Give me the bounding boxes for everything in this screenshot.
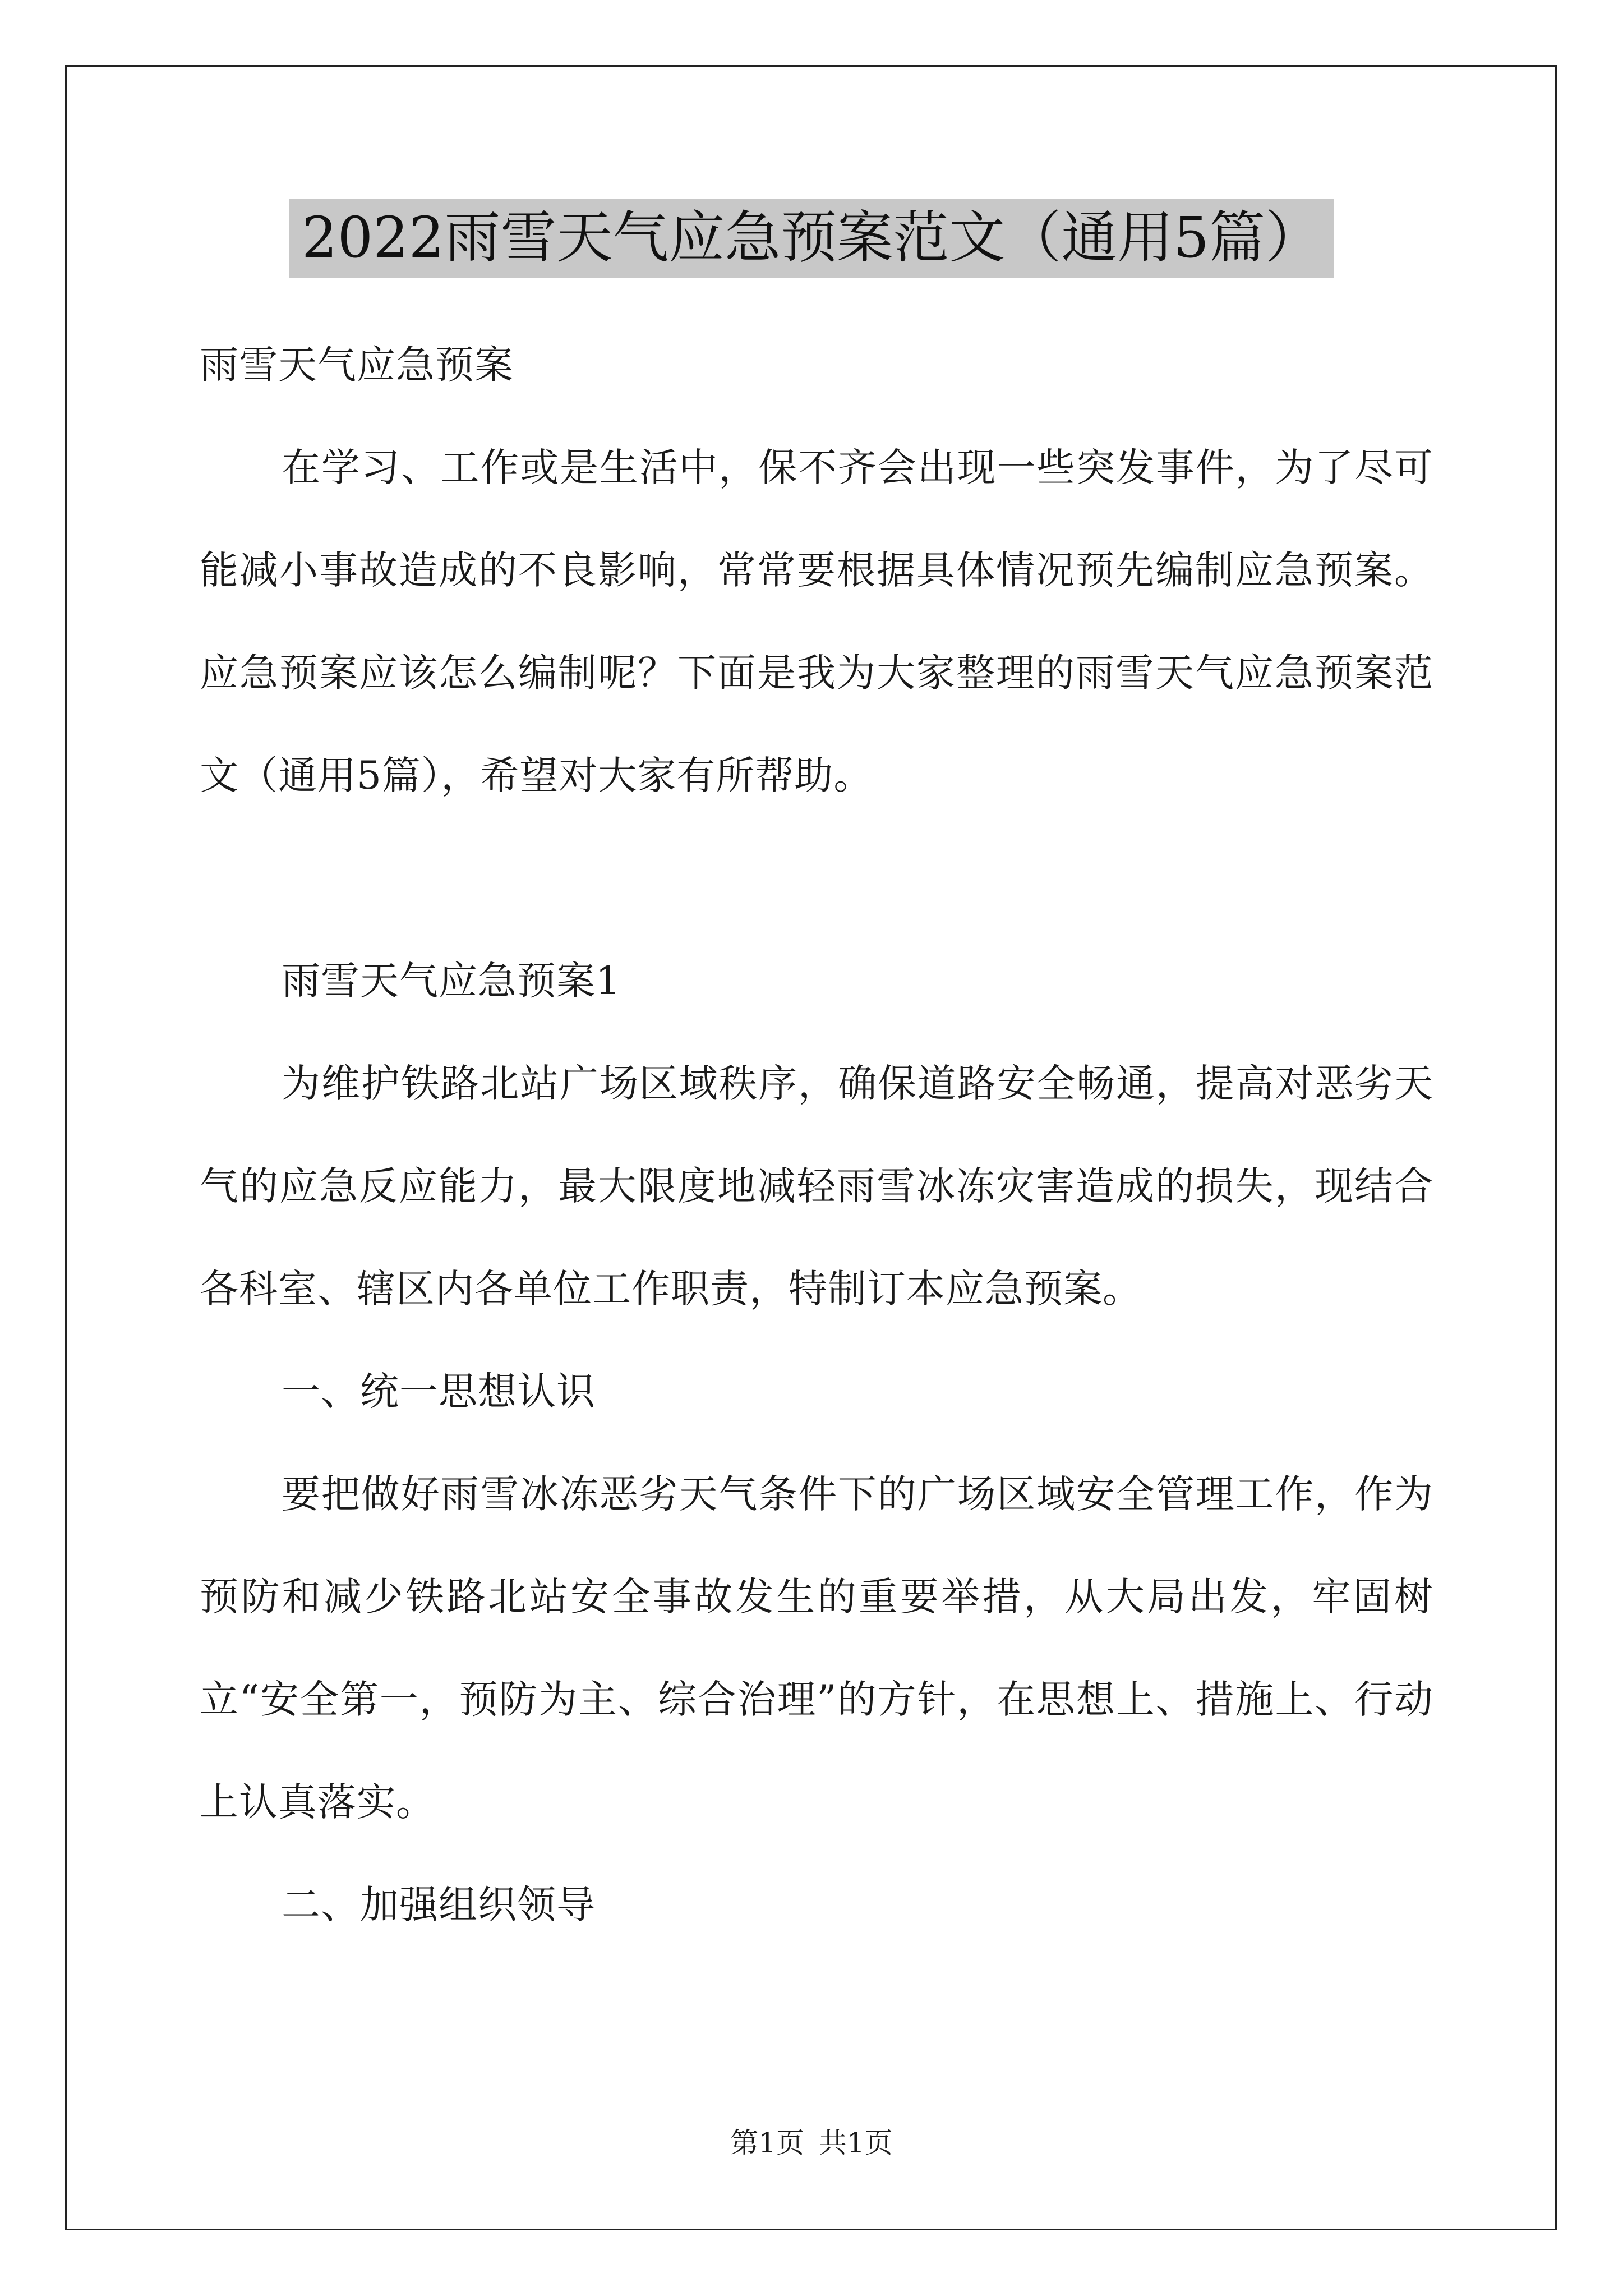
- doc-subtitle: 雨雪天气应急预案: [200, 343, 514, 388]
- intro-paragraph: 在学习、工作或是生活中，保不齐会出现一些突发事件，为了尽可能减小事故造成的不良影响，常常要根据具体情况预先编制应急预案。应急预案应该怎么编制呢？下面是我为大家整理的雨雪天气应急预案范文（通用5篇），希望对大家有所帮助。: [200, 445, 1433, 798]
- page-footer: 第1页 共1页: [730, 2127, 893, 2159]
- paragraph-spacer: [200, 827, 1433, 930]
- document-title: 2022雨雪天气应急预案范文（通用5篇）: [289, 199, 1334, 278]
- plan-1-purpose-paragraph: 为维护铁路北站广场区域秩序，确保道路安全畅通，提高对恶劣天气的应急反应能力，最大限度地减轻雨雪冰冻灾害造成的损失，现结合各科室、辖区内各单位工作职责，特制订本应急预案。: [200, 1061, 1433, 1312]
- unify-thinking-paragraph: 要把做好雨雪冰冻恶劣天气条件下的广场区域安全管理工作，作为预防和减少铁路北站安全事故发生的重要举措，从大局出发，牢固树立“安全第一，预防为主、综合治理”的方针，在思想上、措施上、行动上认真落实。: [200, 1472, 1433, 1825]
- section-heading-leadership: 二、加强组织领导: [282, 1883, 596, 1927]
- title-container: [0, 199, 1623, 278]
- section-heading-unify-thinking: 一、统一思想认识: [282, 1369, 596, 1414]
- document-body: [200, 314, 1433, 1957]
- section-heading-plan-1: 雨雪天气应急预案1: [282, 959, 621, 1004]
